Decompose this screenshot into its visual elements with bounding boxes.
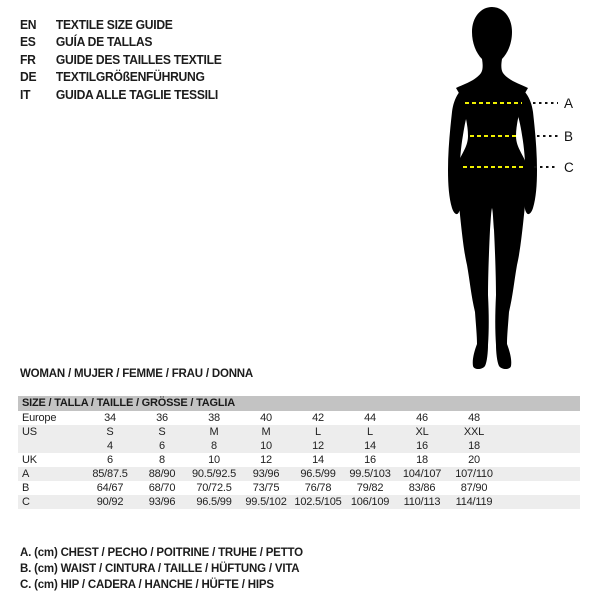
- size-cell: 96.5/99: [188, 495, 240, 509]
- size-cell: 14: [344, 439, 396, 453]
- size-cell: 6: [136, 439, 188, 453]
- size-cell: 20: [468, 454, 480, 466]
- size-cell: S: [136, 425, 188, 439]
- filler-cell: [500, 411, 580, 425]
- size-cell: 10: [208, 454, 220, 466]
- size-cell: 70/72.5: [196, 482, 232, 494]
- size-cell: 99.5/102: [240, 495, 292, 509]
- size-cell: 16: [364, 454, 376, 466]
- size-cell: M: [240, 425, 292, 439]
- size-cell: L: [292, 425, 344, 439]
- language-title: GUIDE DES TAILLES TEXTILE: [55, 52, 222, 67]
- language-code: DE: [20, 70, 37, 85]
- size-cell: 8: [159, 454, 165, 466]
- language-row: [20, 34, 222, 52]
- size-cell: 18: [416, 454, 428, 466]
- size-cell: 48: [468, 412, 480, 424]
- measurement-legend: [20, 545, 303, 593]
- size-cell: 40: [260, 412, 272, 424]
- legend-row: B. (cm) WAIST / CINTURA / TAILLE / HÜFTUNG / VITA: [20, 563, 300, 575]
- size-cell: 10: [240, 439, 292, 453]
- row-label: Europe: [22, 412, 57, 424]
- size-cell: XXL: [448, 425, 500, 439]
- size-cell: 8: [188, 439, 240, 453]
- row-label: [18, 439, 84, 453]
- language-title: GUIDA ALLE TAGLIE TESSILI: [55, 87, 218, 102]
- size-cell: XL: [396, 425, 448, 439]
- row-label: B: [22, 482, 30, 494]
- table-row: [18, 411, 580, 425]
- size-cell: 12: [260, 454, 272, 466]
- size-cell: 104/107: [396, 467, 448, 481]
- table-header-label: SIZE / TALLA / TAILLE / GRÖSSE / TAGLIA: [18, 396, 580, 411]
- size-cell: 44: [364, 412, 376, 424]
- size-cell: 90/92: [84, 495, 136, 509]
- filler-cell: [500, 481, 580, 495]
- size-cell: 34: [104, 412, 116, 424]
- table-row: [18, 495, 580, 509]
- table-row: [18, 467, 580, 481]
- chest-label: A: [564, 96, 574, 111]
- language-title: GUÍA DE TALLAS: [55, 35, 153, 50]
- size-cell: 46: [416, 412, 428, 424]
- hip-label: C: [564, 160, 574, 175]
- table-row: [18, 481, 580, 495]
- size-cell: 90.5/92.5: [188, 467, 240, 481]
- table-header-row: [18, 396, 580, 411]
- filler-cell: [500, 439, 580, 453]
- language-code: FR: [20, 52, 36, 67]
- size-cell: 87/90: [460, 482, 488, 494]
- size-cell: 96.5/99: [292, 467, 344, 481]
- size-cell: L: [344, 425, 396, 439]
- size-table: [18, 396, 580, 509]
- size-cell: 79/82: [356, 482, 384, 494]
- size-cell: 85/87.5: [84, 467, 136, 481]
- size-cell: 107/110: [448, 467, 500, 481]
- filler-cell: [500, 425, 580, 439]
- size-cell: 16: [396, 439, 448, 453]
- waist-label: B: [564, 129, 574, 144]
- woman-silhouette-figure: [410, 0, 600, 380]
- size-cell: 12: [292, 439, 344, 453]
- filler-cell: [500, 495, 580, 509]
- section-title: WOMAN / MUJER / FEMME / FRAU / DONNA: [20, 368, 254, 380]
- size-cell: M: [188, 425, 240, 439]
- language-code: EN: [20, 17, 37, 32]
- language-list: [20, 16, 222, 104]
- language-row: [20, 86, 222, 104]
- size-cell: 102.5/105: [292, 495, 344, 509]
- row-label: US: [18, 425, 84, 439]
- size-cell: 42: [312, 412, 324, 424]
- language-row: [20, 16, 222, 34]
- size-cell: S: [84, 425, 136, 439]
- size-cell: 73/75: [252, 482, 280, 494]
- size-cell: 114/119: [448, 495, 500, 509]
- size-cell: 64/67: [96, 482, 124, 494]
- woman-silhouette-body: [455, 7, 529, 369]
- size-cell: 76/78: [304, 482, 332, 494]
- table-row: [18, 425, 580, 439]
- table-row: [18, 439, 580, 453]
- size-cell: 36: [156, 412, 168, 424]
- language-row: [20, 69, 222, 87]
- size-cell: 68/70: [148, 482, 176, 494]
- size-cell: 88/90: [136, 467, 188, 481]
- size-cell: 4: [84, 439, 136, 453]
- size-cell: 110/113: [396, 495, 448, 509]
- language-title: TEXTILGRÖßENFÜHRUNG: [55, 70, 205, 85]
- size-cell: 99.5/103: [344, 467, 396, 481]
- legend-row: C. (cm) HIP / CADERA / HANCHE / HÜFTE / HIPS: [20, 579, 274, 591]
- size-cell: 18: [448, 439, 500, 453]
- size-cell: 83/86: [408, 482, 436, 494]
- filler-cell: [500, 467, 580, 481]
- size-cell: 93/96: [136, 495, 188, 509]
- language-row: [20, 51, 222, 69]
- size-cell: 6: [107, 454, 113, 466]
- filler-cell: [500, 453, 580, 467]
- row-label: UK: [22, 454, 37, 466]
- size-cell: 14: [312, 454, 324, 466]
- language-code: IT: [20, 87, 31, 102]
- size-cell: 93/96: [240, 467, 292, 481]
- size-cell: 106/109: [344, 495, 396, 509]
- legend-row: A. (cm) CHEST / PECHO / POITRINE / TRUHE / PETTO: [20, 547, 303, 559]
- table-row: [18, 453, 580, 467]
- row-label: C: [18, 495, 84, 509]
- language-code: ES: [20, 35, 36, 50]
- language-title: TEXTILE SIZE GUIDE: [55, 17, 173, 32]
- size-table-body: [18, 411, 580, 509]
- size-cell: 38: [208, 412, 220, 424]
- row-label: A: [18, 467, 84, 481]
